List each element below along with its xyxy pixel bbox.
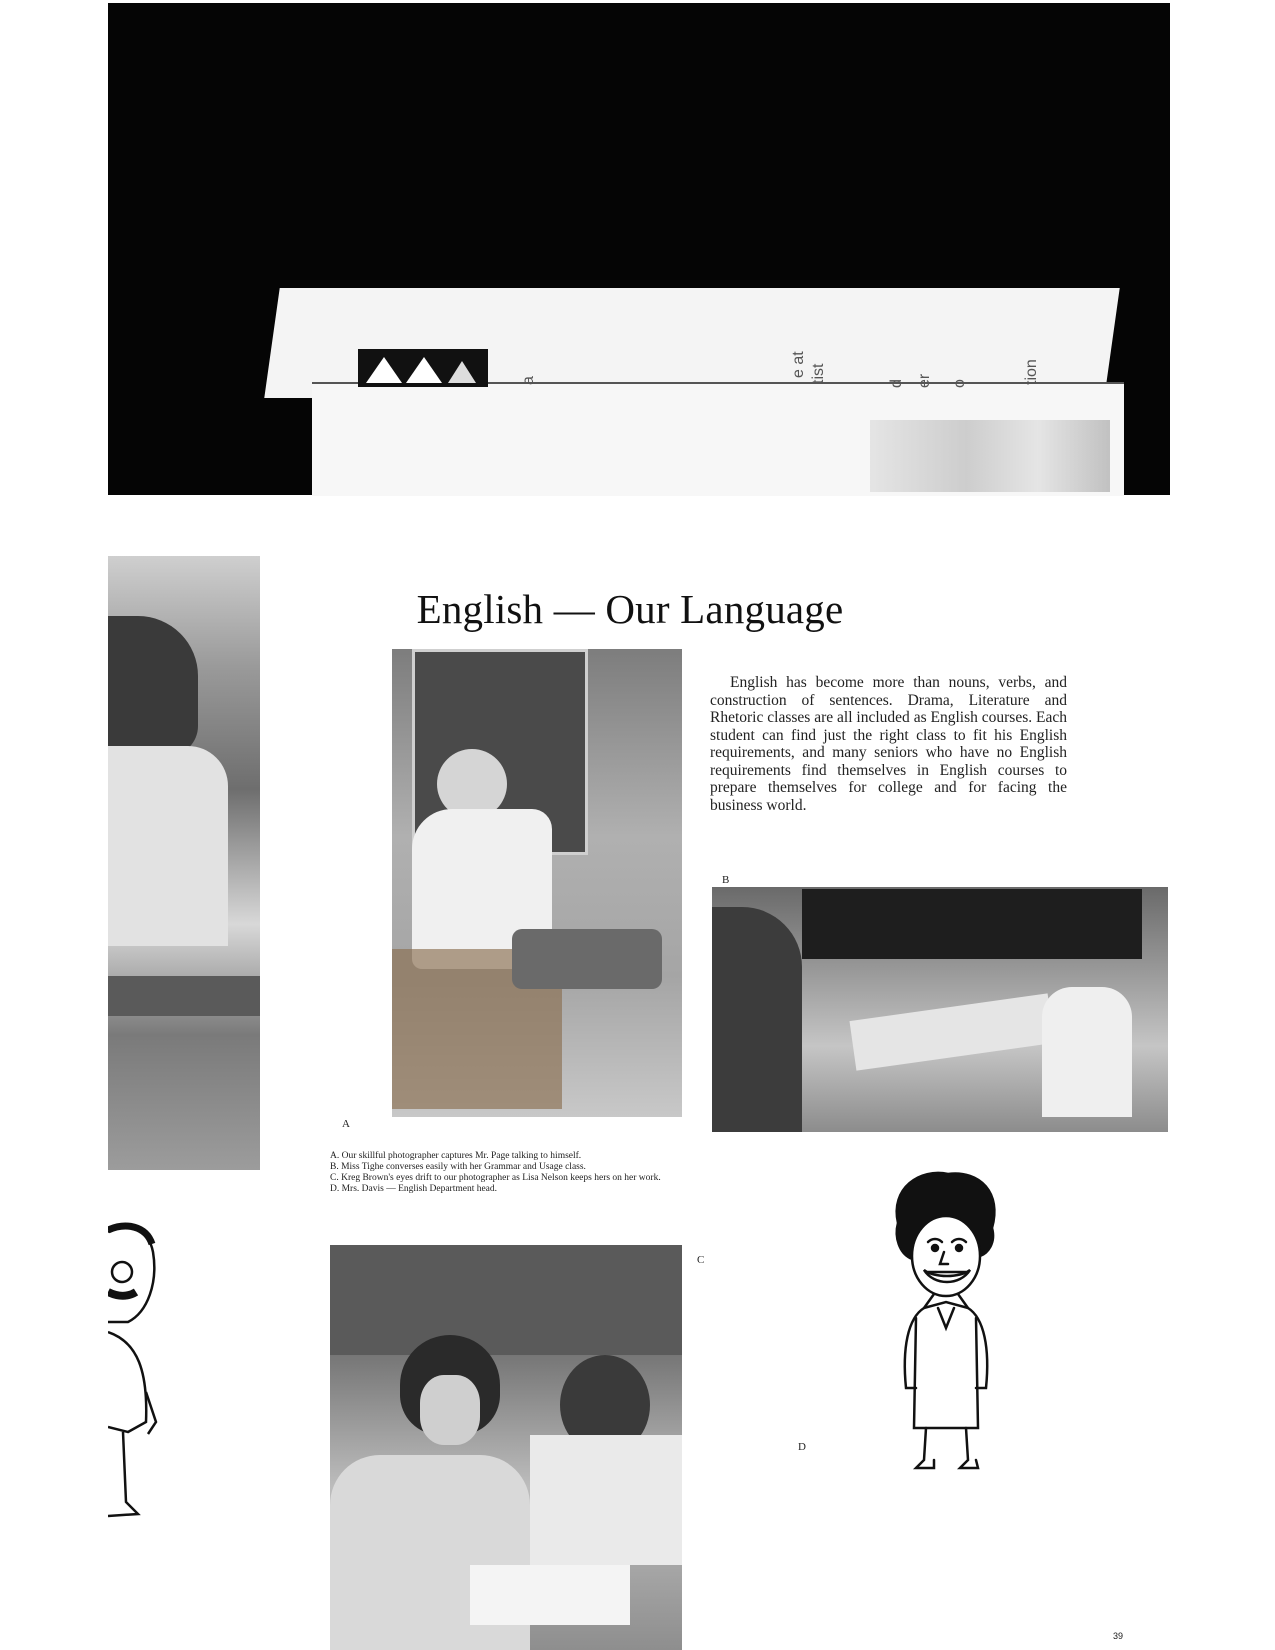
intro-paragraph: English has become more than nouns, verbs, and construction of sentences. Drama, Literature and Rhetoric classes are all included as English courses. Each student can find just the right class to fit his English requirements, and many seniors who have no English requirements find themselves in English courses to prepare themselves for college and for facing the business world. — [710, 674, 1067, 814]
book-logo-graphic — [358, 349, 488, 387]
photo-captions — [330, 1151, 685, 1195]
page-number: 39 — [1113, 1631, 1124, 1641]
caption-c: C. Kreg Brown's eyes drift to our photographer as Lisa Nelson keeps hers on her work. — [330, 1173, 661, 1183]
caption-b: B. Miss Tighe converses easily with her Grammar and Usage class. — [330, 1162, 586, 1172]
spine-text: tist — [810, 363, 827, 384]
spine-text: o — [951, 379, 968, 388]
photo-letter-b: B — [722, 874, 730, 886]
photo-c-students — [330, 1245, 682, 1650]
spine-text: d — [888, 379, 905, 388]
photo-letter-c: C — [697, 1254, 705, 1266]
drawing-d-caricature — [880, 1168, 1010, 1488]
spine-text: e at — [790, 351, 807, 378]
photo-b-classroom — [712, 887, 1168, 1132]
caption-d: D. Mrs. Davis — English Department head. — [330, 1184, 498, 1194]
book-cover-artwork — [870, 420, 1110, 492]
caption-a: A. Our skillful photographer captures Mr. Page talking to himself. — [330, 1151, 582, 1161]
spine-text: tion — [1023, 359, 1040, 385]
photo-letter-d: D — [798, 1441, 806, 1453]
spine-text: er — [916, 373, 933, 388]
photo-a-teacher — [392, 649, 682, 1117]
photo-letter-a: A — [342, 1118, 350, 1130]
page-title: English — Our Language — [416, 586, 844, 632]
spine-text: a — [520, 376, 537, 385]
left-edge-cartoon — [108, 1222, 170, 1522]
left-edge-photo — [108, 556, 260, 1170]
